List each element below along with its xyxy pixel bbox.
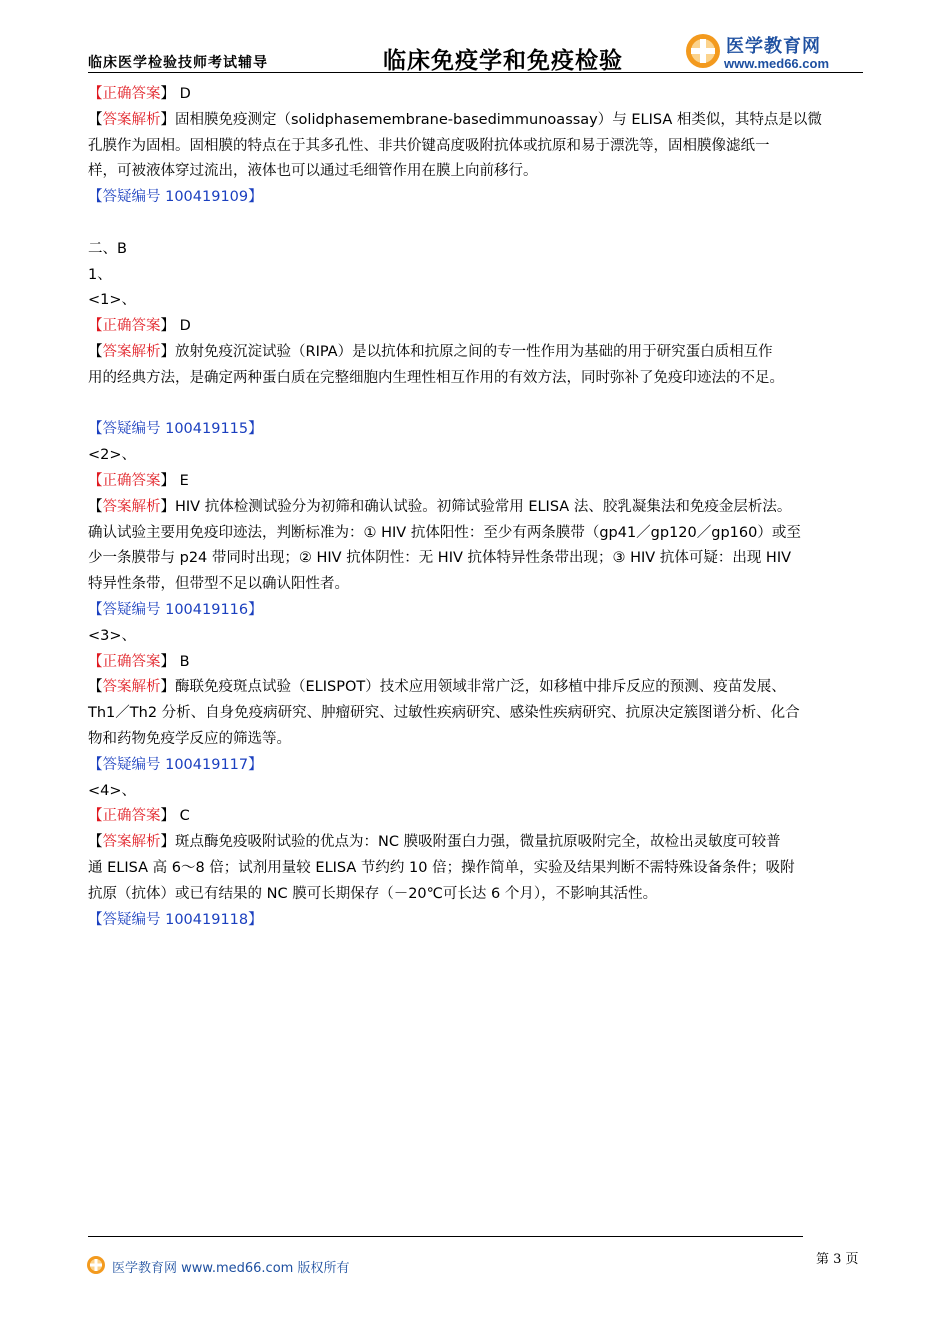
text-span: 】 B	[160, 653, 190, 670]
text-span: 确认试验主要用免疫印迹法，判断标准为：① HIV 抗体阳性：至少有两条膜带（gp41／gp120／gp160）或至	[88, 524, 801, 541]
text-span: 】 C	[160, 808, 190, 825]
logo-url: www.med66.com	[724, 56, 829, 71]
text-span: 【	[88, 86, 103, 102]
text-span: <2>、	[88, 447, 137, 464]
text-line	[88, 314, 868, 340]
blank-line	[88, 211, 868, 237]
text-span: 答案解析	[102, 498, 161, 515]
text-span: 【	[88, 679, 103, 696]
answer-content	[88, 82, 868, 933]
text-span: 正确答案	[102, 86, 161, 102]
text-line	[88, 417, 868, 443]
text-span: 答案解析	[102, 111, 161, 128]
text-line	[88, 701, 868, 727]
text-span: 【	[88, 653, 103, 670]
text-span: 【	[88, 808, 103, 825]
text-span: 二、B	[88, 240, 127, 257]
text-line	[88, 804, 868, 830]
text-span: 【答疑编号 100419118】	[88, 911, 263, 928]
text-line	[88, 779, 868, 805]
text-span: Th1／Th2 分析、自身免疫病研究、肿瘤研究、过敏性疾病研究、感染性疾病研究、抗原决定簇图谱分析、化合	[88, 705, 800, 722]
logo-emblem-icon	[684, 32, 722, 70]
text-span: 答案解析	[102, 343, 161, 360]
text-span: 答案解析	[102, 834, 161, 851]
text-line	[88, 134, 868, 160]
text-span: 【答疑编号 100419117】	[88, 756, 263, 773]
text-span: 】放射免疫沉淀试验（RIPA）是以抗体和抗原之间的专一性作用为基础的用于研究蛋白质相互作	[160, 343, 773, 360]
text-line	[88, 237, 868, 263]
logo-name: 医学教育网	[726, 36, 821, 57]
text-line	[88, 598, 868, 624]
text-line	[88, 908, 868, 934]
text-span: 【	[88, 111, 103, 128]
text-span: 【答疑编号 100419115】	[88, 421, 263, 438]
text-span: 【答疑编号 100419109】	[88, 189, 263, 206]
text-line	[88, 727, 868, 753]
text-span: 【	[88, 472, 103, 489]
text-line	[88, 159, 868, 185]
text-line	[88, 185, 868, 211]
text-line	[88, 366, 868, 392]
page-header	[88, 30, 863, 74]
text-line	[88, 882, 868, 908]
text-line	[88, 546, 868, 572]
text-span: 正确答案	[102, 653, 161, 670]
text-span: 少一条膜带与 p24 带同时出现；② HIV 抗体阴性：无 HIV 抗体特异性条带出现；③ HIV 抗体可疑：出现 HIV	[88, 550, 792, 567]
text-span: 】HIV 抗体检测试验分为初筛和确认试验。初筛试验常用 ELISA 法、胶乳凝集法和免疫金层析法。	[160, 498, 792, 515]
text-span: 】固相膜免疫测定（solidphasemembrane-basedimmunoassay）与 ELISA 相类似，其特点是以微	[160, 111, 822, 128]
text-line	[88, 495, 868, 521]
text-span: 答案解析	[102, 679, 161, 696]
text-line	[88, 521, 868, 547]
text-span: 【	[88, 318, 103, 335]
text-line	[88, 288, 868, 314]
text-line	[88, 675, 868, 701]
text-line	[88, 108, 868, 134]
text-line	[88, 469, 868, 495]
text-line	[88, 263, 868, 289]
text-line	[88, 443, 868, 469]
text-span: 用的经典方法，是确定两种蛋白质在完整细胞内生理性相互作用的有效方法，同时弥补了免疫印迹法的不足。	[88, 369, 784, 386]
header-subtitle: 临床医学检验技师考试辅导	[88, 55, 268, 71]
text-span: 物和药物免疫学反应的筛选等。	[88, 730, 291, 747]
text-line	[88, 572, 868, 598]
text-line	[88, 82, 868, 108]
text-span: 】酶联免疫斑点试验（ELISPOT）技术应用领域非常广泛，如移植中排斥反应的预测、疫苗发展、	[160, 679, 786, 696]
text-span: 【答疑编号 100419116】	[88, 601, 263, 618]
text-span: 】 D	[160, 86, 191, 102]
text-span: 样，可被液体穿过流出，液体也可以通过毛细管作用在膜上向前移行。	[88, 163, 538, 180]
text-span: <3>、	[88, 627, 137, 644]
text-span: 抗原（抗体）或已有结果的 NC 膜可长期保存（－20℃可长达 6 个月），不影响其活性。	[88, 885, 658, 902]
footer-divider	[88, 1236, 803, 1237]
text-span: 】斑点酶免疫吸附试验的优点为：NC 膜吸附蛋白力强，微量抗原吸附完全，故检出灵敏度可较普	[160, 834, 781, 851]
text-span: 特异性条带，但带型不足以确认阳性者。	[88, 576, 349, 593]
text-span: 】 E	[160, 472, 189, 489]
text-span: <4>、	[88, 782, 137, 799]
text-span: 通 ELISA 高 6～8 倍；试剂用量较 ELISA 节约约 10 倍；操作简单，实验及结果判断不需特殊设备条件；吸附	[88, 859, 795, 876]
text-line	[88, 856, 868, 882]
text-span: 】 D	[160, 318, 191, 335]
text-span: 正确答案	[102, 472, 161, 489]
text-line	[88, 340, 868, 366]
header-divider	[88, 72, 863, 73]
text-span: <1>、	[88, 292, 137, 309]
brand-logo	[684, 30, 864, 74]
blank-line	[88, 392, 868, 418]
text-span: 孔膜作为固相。固相膜的特点在于其多孔性、非共价键高度吸附抗体或抗原和易于漂洗等，固相膜像滤纸一	[88, 137, 770, 154]
text-span: 正确答案	[102, 808, 161, 825]
text-span: 正确答案	[102, 318, 161, 335]
text-span: 【	[88, 498, 103, 515]
page-number: 第 3 页	[816, 1252, 859, 1267]
text-line	[88, 830, 868, 856]
footer-copyright: 医学教育网 www.med66.com 版权所有	[112, 1261, 350, 1276]
page-title: 临床免疫学和免疫检验	[383, 48, 623, 74]
text-span: 【	[88, 834, 103, 851]
footer-logo-icon	[86, 1255, 106, 1275]
text-line	[88, 650, 868, 676]
text-span: 1、	[88, 266, 112, 283]
text-line	[88, 753, 868, 779]
text-span: 【	[88, 343, 103, 360]
text-line	[88, 624, 868, 650]
